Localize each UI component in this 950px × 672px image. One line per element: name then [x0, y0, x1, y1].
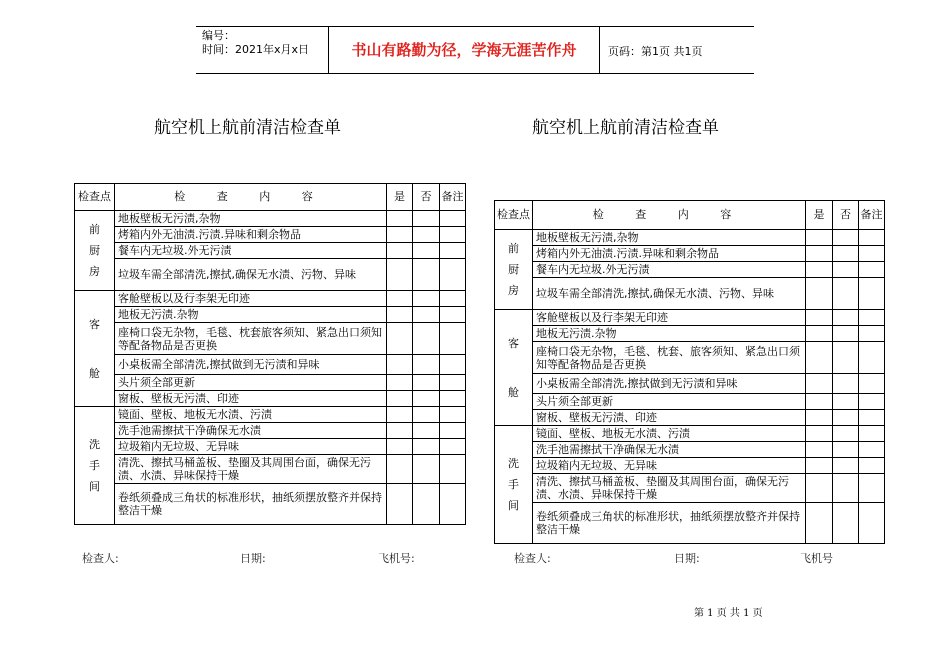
- table-row: [75, 259, 466, 291]
- table-row: [75, 423, 466, 439]
- check-item: 垃圾箱内无垃圾、无异味: [115, 439, 387, 455]
- section-label-char: 厨: [508, 263, 519, 276]
- no-cell[interactable]: [833, 458, 859, 474]
- header-time: 时间：2021年x月x日: [202, 43, 310, 56]
- no-cell[interactable]: [833, 426, 859, 442]
- table-row: [75, 323, 466, 355]
- remark-cell[interactable]: [440, 455, 466, 484]
- table-row: [75, 455, 466, 484]
- no-cell[interactable]: [413, 243, 440, 259]
- col-header-no: 否: [833, 201, 859, 230]
- no-cell[interactable]: [833, 474, 859, 503]
- check-item: 座椅口袋无杂物，毛毯、枕套旅客须知、紧急出口须知等配备物品是否更换: [115, 323, 387, 355]
- check-item: 地板壁板无污渍,杂物: [115, 211, 387, 227]
- yes-cell[interactable]: [387, 439, 413, 455]
- no-cell[interactable]: [413, 484, 440, 525]
- yes-cell[interactable]: [387, 323, 413, 355]
- section-label: [75, 407, 115, 525]
- table-row: [495, 262, 885, 278]
- table-row: [495, 342, 885, 374]
- check-item: 清洗、擦拭马桶盖板、垫圈及其周围台面，确保无污渍、水渍、异味保持干燥: [115, 455, 387, 484]
- no-cell[interactable]: [413, 211, 440, 227]
- section-label-char: 舱: [89, 366, 100, 380]
- table-row: [75, 407, 466, 423]
- no-cell[interactable]: [833, 442, 859, 458]
- section-label-char: 间: [89, 480, 100, 493]
- yes-cell[interactable]: [387, 375, 413, 391]
- section-label-char: 洗: [508, 457, 519, 470]
- check-item: 地板无污渍.杂物: [533, 326, 806, 342]
- check-item: 小桌板需全部清洗,擦拭做到无污渍和异味: [115, 355, 387, 375]
- table-row: [75, 375, 466, 391]
- table-row: [495, 394, 885, 410]
- table-row: [495, 310, 885, 326]
- no-cell[interactable]: [413, 227, 440, 243]
- no-cell[interactable]: [833, 278, 859, 310]
- section-label-char: 厨: [89, 244, 100, 257]
- yes-cell[interactable]: [387, 211, 413, 227]
- section-label-char: 客: [89, 317, 100, 331]
- remark-cell[interactable]: [859, 374, 885, 394]
- section-label: [495, 230, 533, 310]
- table-row: [495, 503, 885, 544]
- remark-cell[interactable]: [859, 410, 885, 426]
- no-cell[interactable]: [413, 423, 440, 439]
- yes-cell[interactable]: [806, 262, 833, 278]
- remark-cell[interactable]: [440, 211, 466, 227]
- yes-cell[interactable]: [387, 307, 413, 323]
- section-label-char: 前: [508, 242, 519, 255]
- section-label-char: 房: [89, 265, 100, 278]
- check-item: 餐车内无垃圾.外无污渍: [533, 262, 806, 278]
- table-row: [75, 391, 466, 407]
- table-row: [495, 326, 885, 342]
- remark-cell[interactable]: [859, 262, 885, 278]
- check-item: 座椅口袋无杂物，毛毯、枕套、旅客须知、紧急出口须知等配备物品是否更换: [533, 342, 806, 374]
- header-page: 页码：第1页 共1页: [608, 45, 703, 58]
- check-item: 镜面、壁板、地板无水渍、污渍: [115, 407, 387, 423]
- table-row: [75, 243, 466, 259]
- no-cell[interactable]: [413, 259, 440, 291]
- yes-cell[interactable]: [806, 458, 833, 474]
- check-item: 客舱壁板以及行李架无印迹: [533, 310, 806, 326]
- check-item: 垃圾车需全部清洗,擦拭,确保无水渍、污物、异味: [533, 278, 806, 310]
- remark-cell[interactable]: [440, 227, 466, 243]
- yes-cell[interactable]: [387, 455, 413, 484]
- remark-cell[interactable]: [859, 246, 885, 262]
- remark-cell[interactable]: [440, 307, 466, 323]
- yes-cell[interactable]: [806, 442, 833, 458]
- col-header-point: 检查点: [75, 184, 115, 211]
- no-cell[interactable]: [833, 310, 859, 326]
- checklist-table: [74, 183, 466, 525]
- table-row: [75, 211, 466, 227]
- section-label-char: 手: [508, 478, 519, 491]
- no-cell[interactable]: [413, 307, 440, 323]
- no-cell[interactable]: [833, 246, 859, 262]
- yes-cell[interactable]: [387, 407, 413, 423]
- table-row: [495, 474, 885, 503]
- table-row: [495, 442, 885, 458]
- page-footer: 第 1 页 共 1 页: [694, 608, 763, 619]
- col-header-point: 检查点: [495, 201, 533, 230]
- document-header: [196, 26, 754, 74]
- header-meta: [202, 29, 309, 57]
- check-item: 卷纸须叠成三角状的标准形状，抽纸须摆放整齐并保持整洁干燥: [115, 484, 387, 525]
- yes-cell[interactable]: [387, 355, 413, 375]
- yes-cell[interactable]: [387, 291, 413, 307]
- table-row: [75, 307, 466, 323]
- remark-cell[interactable]: [859, 394, 885, 410]
- remark-cell[interactable]: [859, 426, 885, 442]
- yes-cell[interactable]: [806, 246, 833, 262]
- section-label-char: 间: [508, 499, 519, 512]
- check-item: 头片须全部更新: [115, 375, 387, 391]
- col-header-content: 检 查 内 容: [533, 201, 806, 230]
- aircraft-label-left: 飞机号:: [378, 552, 415, 565]
- no-cell[interactable]: [833, 326, 859, 342]
- date-label-right: 日期:: [674, 552, 700, 565]
- check-item: 烤箱内外无油渍.污渍.异味和剩余物品: [115, 227, 387, 243]
- form-title-right: 航空机上航前清洁检查单: [532, 118, 719, 138]
- remark-cell[interactable]: [440, 484, 466, 525]
- yes-cell[interactable]: [387, 243, 413, 259]
- table-row: [495, 426, 885, 442]
- check-item: 地板无污渍.杂物: [115, 307, 387, 323]
- section-label-char: 手: [89, 459, 100, 472]
- no-cell[interactable]: [833, 374, 859, 394]
- section-label-char: 客: [508, 336, 519, 350]
- no-cell[interactable]: [413, 407, 440, 423]
- remark-cell[interactable]: [440, 439, 466, 455]
- section-label-char: 舱: [508, 385, 519, 399]
- checklist-table: [494, 200, 885, 544]
- remark-cell[interactable]: [859, 458, 885, 474]
- no-cell[interactable]: [833, 262, 859, 278]
- section-label-char: 洗: [89, 438, 100, 451]
- remark-cell[interactable]: [859, 503, 885, 544]
- remark-cell[interactable]: [440, 243, 466, 259]
- yes-cell[interactable]: [806, 474, 833, 503]
- aircraft-label-right: 飞机号: [800, 552, 833, 565]
- check-item: 餐车内无垃圾.外无污渍: [115, 243, 387, 259]
- yes-cell[interactable]: [806, 374, 833, 394]
- col-header-no: 否: [413, 184, 440, 211]
- no-cell[interactable]: [413, 391, 440, 407]
- yes-cell[interactable]: [806, 230, 833, 246]
- col-header-yes: 是: [806, 201, 833, 230]
- yes-cell[interactable]: [806, 503, 833, 544]
- yes-cell[interactable]: [806, 410, 833, 426]
- yes-cell[interactable]: [806, 426, 833, 442]
- remark-cell[interactable]: [440, 323, 466, 355]
- header-number: 编号：: [202, 29, 235, 42]
- remark-cell[interactable]: [440, 259, 466, 291]
- no-cell[interactable]: [413, 355, 440, 375]
- section-label: [75, 211, 115, 291]
- col-header-remark: 备注: [440, 184, 466, 211]
- header-motto: 书山有路勤为径，学海无涯苦作舟: [328, 27, 600, 73]
- table-row: [495, 278, 885, 310]
- section-label-char: 前: [89, 223, 100, 236]
- inspector-label-left: 检查人:: [82, 552, 119, 565]
- table-row: [495, 374, 885, 394]
- section-label: [495, 426, 533, 544]
- no-cell[interactable]: [833, 342, 859, 374]
- remark-cell[interactable]: [440, 375, 466, 391]
- col-header-content: 检 查 内 容: [115, 184, 387, 211]
- check-item: 地板壁板无污渍,杂物: [533, 230, 806, 246]
- no-cell[interactable]: [413, 455, 440, 484]
- yes-cell[interactable]: [806, 278, 833, 310]
- table-row: [75, 227, 466, 243]
- table-row: [75, 291, 466, 307]
- check-item: 镜面、壁板、地板无水渍、污渍: [533, 426, 806, 442]
- header-row: [75, 184, 466, 211]
- form-title-left: 航空机上航前清洁检查单: [154, 118, 341, 138]
- yes-cell[interactable]: [387, 484, 413, 525]
- remark-cell[interactable]: [440, 407, 466, 423]
- remark-cell[interactable]: [440, 291, 466, 307]
- remark-cell[interactable]: [859, 474, 885, 503]
- remark-cell[interactable]: [859, 342, 885, 374]
- table-row: [495, 246, 885, 262]
- remark-cell[interactable]: [440, 355, 466, 375]
- remark-cell[interactable]: [859, 326, 885, 342]
- yes-cell[interactable]: [806, 326, 833, 342]
- no-cell[interactable]: [833, 503, 859, 544]
- check-item: 窗板、壁板无污渍、印迹: [533, 410, 806, 426]
- check-item: 洗手池需擦拭干净确保无水渍: [533, 442, 806, 458]
- no-cell[interactable]: [413, 375, 440, 391]
- yes-cell[interactable]: [806, 342, 833, 374]
- date-label-left: 日期:: [240, 552, 266, 565]
- remark-cell[interactable]: [859, 310, 885, 326]
- check-item: 洗手池需擦拭干净确保无水渍: [115, 423, 387, 439]
- check-item: 垃圾箱内无垃圾、无异味: [533, 458, 806, 474]
- check-item: 清洗、擦拭马桶盖板、垫圈及其周围台面，确保无污渍、水渍、异味保持干燥: [533, 474, 806, 503]
- table-row: [495, 458, 885, 474]
- check-item: 垃圾车需全部清洗,擦拭,确保无水渍、污物、异味: [115, 259, 387, 291]
- no-cell[interactable]: [413, 439, 440, 455]
- no-cell[interactable]: [833, 230, 859, 246]
- check-item: 客舱壁板以及行李架无印迹: [115, 291, 387, 307]
- section-label: [495, 310, 533, 426]
- check-item: 小桌板需全部清洗,擦拭做到无污渍和异味: [533, 374, 806, 394]
- yes-cell[interactable]: [387, 227, 413, 243]
- yes-cell[interactable]: [806, 310, 833, 326]
- no-cell[interactable]: [413, 291, 440, 307]
- remark-cell[interactable]: [440, 391, 466, 407]
- table-row: [75, 484, 466, 525]
- table-row: [75, 355, 466, 375]
- yes-cell[interactable]: [387, 259, 413, 291]
- yes-cell[interactable]: [806, 394, 833, 410]
- no-cell[interactable]: [833, 410, 859, 426]
- section-label-char: 房: [508, 284, 519, 297]
- table-row: [495, 410, 885, 426]
- col-header-remark: 备注: [859, 201, 885, 230]
- check-item: 头片须全部更新: [533, 394, 806, 410]
- yes-cell[interactable]: [387, 423, 413, 439]
- no-cell[interactable]: [833, 394, 859, 410]
- inspector-label-right: 检查人:: [514, 552, 551, 565]
- no-cell[interactable]: [413, 323, 440, 355]
- col-header-yes: 是: [387, 184, 413, 211]
- table-row: [75, 439, 466, 455]
- yes-cell[interactable]: [387, 391, 413, 407]
- remark-cell[interactable]: [440, 423, 466, 439]
- section-label: [75, 291, 115, 407]
- check-item: 窗板、壁板无污渍、印迹: [115, 391, 387, 407]
- check-item: 烤箱内外无油渍.污渍.异味和剩余物品: [533, 246, 806, 262]
- table-row: [495, 230, 885, 246]
- remark-cell[interactable]: [859, 278, 885, 310]
- check-item: 卷纸须叠成三角状的标准形状，抽纸须摆放整齐并保持整洁干燥: [533, 503, 806, 544]
- header-row: [495, 201, 885, 230]
- remark-cell[interactable]: [859, 230, 885, 246]
- remark-cell[interactable]: [859, 442, 885, 458]
